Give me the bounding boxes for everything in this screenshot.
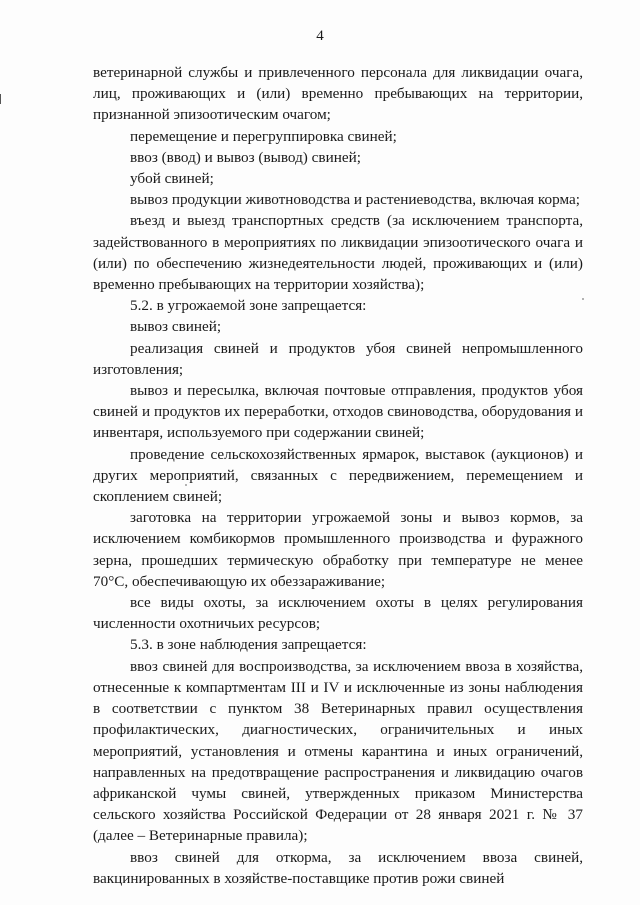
paragraph: 5.3. в зоне наблюдения запрещается: — [130, 636, 367, 654]
paragraph: 5.2. в угрожаемой зоне запрещается: — [130, 297, 367, 315]
paragraph: вывоз и пересылка, включая почтовые отправления, продуктов убоя свиней и продуктов их переработки, отходов свиноводства, оборудования и инвентаря, используемого при содержании свиней; — [93, 382, 583, 442]
paragraph: все виды охоты, за исключением охоты в целях регулирования численности охотничьих ресурсов; — [93, 594, 583, 633]
paragraph: вывоз свиней; — [130, 318, 222, 336]
paragraph: ввоз свиней для откорма, за исключением ввоза свиней, вакцинированных в хозяйстве-поставщике против рожи свиней — [93, 848, 583, 887]
document-body — [93, 62, 583, 889]
paragraph: заготовка на территории угрожаемой зоны и вывоз кормов, за исключением комбикормов промышленного производства и фуражного зерна, прошедших термическую обработку при температуре не менее 70°C, обеспечивающую их обеззараживание; — [93, 509, 583, 590]
paragraph: реализация свиней и продуктов убоя свиней непромышленного изготовления; — [93, 339, 583, 378]
paragraph: ветеринарной службы и привлеченного персонала для ликвидации очага, лиц, проживающих и (или) временно пребывающих на территории, признанной эпизоотическим очагом; — [93, 64, 583, 124]
paragraph: вывоз продукции животноводства и растениеводства, включая корма; — [130, 191, 580, 209]
paragraph: въезд и выезд транспортных средств (за исключением транспорта, задействованного в мероприятиях по ликвидации эпизоотического очага и (или) по обеспечению жизнедеятельности людей, проживающих и (или) временно пребывающих на территории хозяйства); — [93, 212, 583, 294]
page-number: 4 — [316, 28, 324, 44]
paragraph: ввоз свиней для воспроизводства, за исключением ввоза в хозяйства, отнесенные к компартментам III и IV и исключенные из зоны наблюдения в соответствии с пунктом 38 Ветеринарных правил осуществления профилактических, диагностических, ограничительных и иных мероприятий, установления и отмены карантина и иных ограничений, направленных на предотвращение распространения и ликвидацию очагов африканской чумы свиней, утвержденных приказом Министерства сельского хозяйства Российской Федерации от 28 января 2021 г. № 37 (далее – Ветеринарные правила); — [93, 657, 583, 845]
paragraph: перемещение и перегруппировка свиней; — [130, 127, 397, 145]
scan-margin-mark — [0, 94, 1, 104]
paragraph: ввоз (ввод) и вывоз (вывод) свиней; — [130, 148, 361, 166]
paragraph: убой свиней; — [130, 170, 214, 188]
paragraph: проведение сельскохозяйственных ярмарок, выставок (аукционов) и других мероприятий, связанных с передвижением, перемещением и скоплением свиней; — [93, 445, 583, 506]
